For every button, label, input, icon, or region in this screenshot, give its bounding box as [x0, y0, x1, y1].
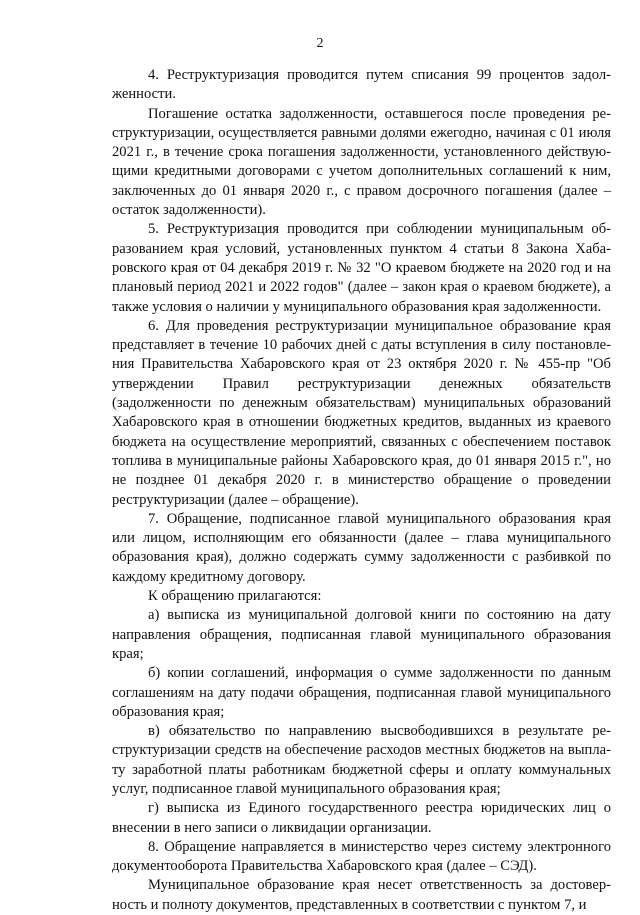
paragraph-attachments-intro: К обращению прилагаются: — [148, 588, 322, 605]
paragraph-item-8: 8. Обращение направляется в министерство через систему электронного документооборота Правительства Хабаровского края (далее – СЭД). — [112, 838, 611, 875]
paragraph-subitem-v: в) обязательство по направлению высвободившихся в результате реструктуризации средств на обеспечение расходов местных бюджетов на выплату заработной платы работникам бюджетной сферы и оплату коммунальных услуг, подписанное главой муниципального образования края; — [112, 723, 611, 797]
paragraph-subitem-g: г) выписка из Единого государственного реестра юридических лиц о внесении в него записи о ликвидации организации. — [112, 800, 611, 836]
paragraph-subitem-b: б) копии соглашений, информация о сумме задолженности по данным соглашениям на дату подачи обращения, подписанная главой муниципального образования края; — [112, 665, 611, 720]
document-body — [112, 66, 611, 915]
paragraph-item-4: 4. Реструктуризация проводится путем списания 99 процентов задолженности. — [112, 67, 611, 103]
paragraph-debt-repayment: Погашение остатка задолженности, оставшегося после проведения реструктуризации, осуществляется равными долями ежегодно, начиная с 01 июля 2021 г., в течение срока погашения задолженности, установленного действующими кредитными договорами с учетом дополнительных соглашений к ним, заключенных до 01 января 2020 г., с правом досрочного погашения (далее – остаток задолженности). — [112, 105, 611, 219]
page-number: 2 — [316, 36, 324, 51]
paragraph-item-6: 6. Для проведения реструктуризации муниципальное образование края представляет в течение 10 рабочих дней с даты вступления в силу постановления Правительства Хабаровского края от 23 октября 2020 г. № 455-пр "Об утверждении Правил реструктуризации денежных обязательств (задолженности по денежным обязательствам) муниципальных образований Хабаровского края в отношении бюджетных кредитов, выданных из краевого бюджета на осуществление мероприятий, связанных с обеспечением поставок топлива в муниципальные районы Хабаровского края, до 01 января 2015 г.", но не позднее 01 декабря 2020 г. в министерство обращение о проведении реструктуризации (далее – обращение). — [112, 317, 611, 508]
paragraph-responsibility: Муниципальное образование края несет ответственность за достоверность и полноту документов, представленных в соответствии с пунктом 7, и — [112, 877, 611, 913]
paragraph-item-5: 5. Реструктуризация проводится при соблюдении муниципальным образованием края условий, установленных пунктом 4 статьи 8 Закона Хабаровского края от 04 декабря 2019 г. № 32 "О краевом бюджете на 2020 год и на плановый период 2021 и 2022 годов" (далее – закон края о краевом бюджете), а также условия о наличии у муниципального образования края задолженности. — [112, 221, 611, 315]
paragraph-subitem-a: а) выписка из муниципальной долговой книги по состоянию на дату направления обращения, подписанная главой муниципального образования края; — [112, 607, 611, 662]
paragraph-item-7: 7. Обращение, подписанное главой муниципального образования края или лицом, исполняющим его обязанности (далее – глава муниципального образования края), должно содержать сумму задолженности с разбивкой по каждому кредитному договору. — [112, 510, 611, 585]
